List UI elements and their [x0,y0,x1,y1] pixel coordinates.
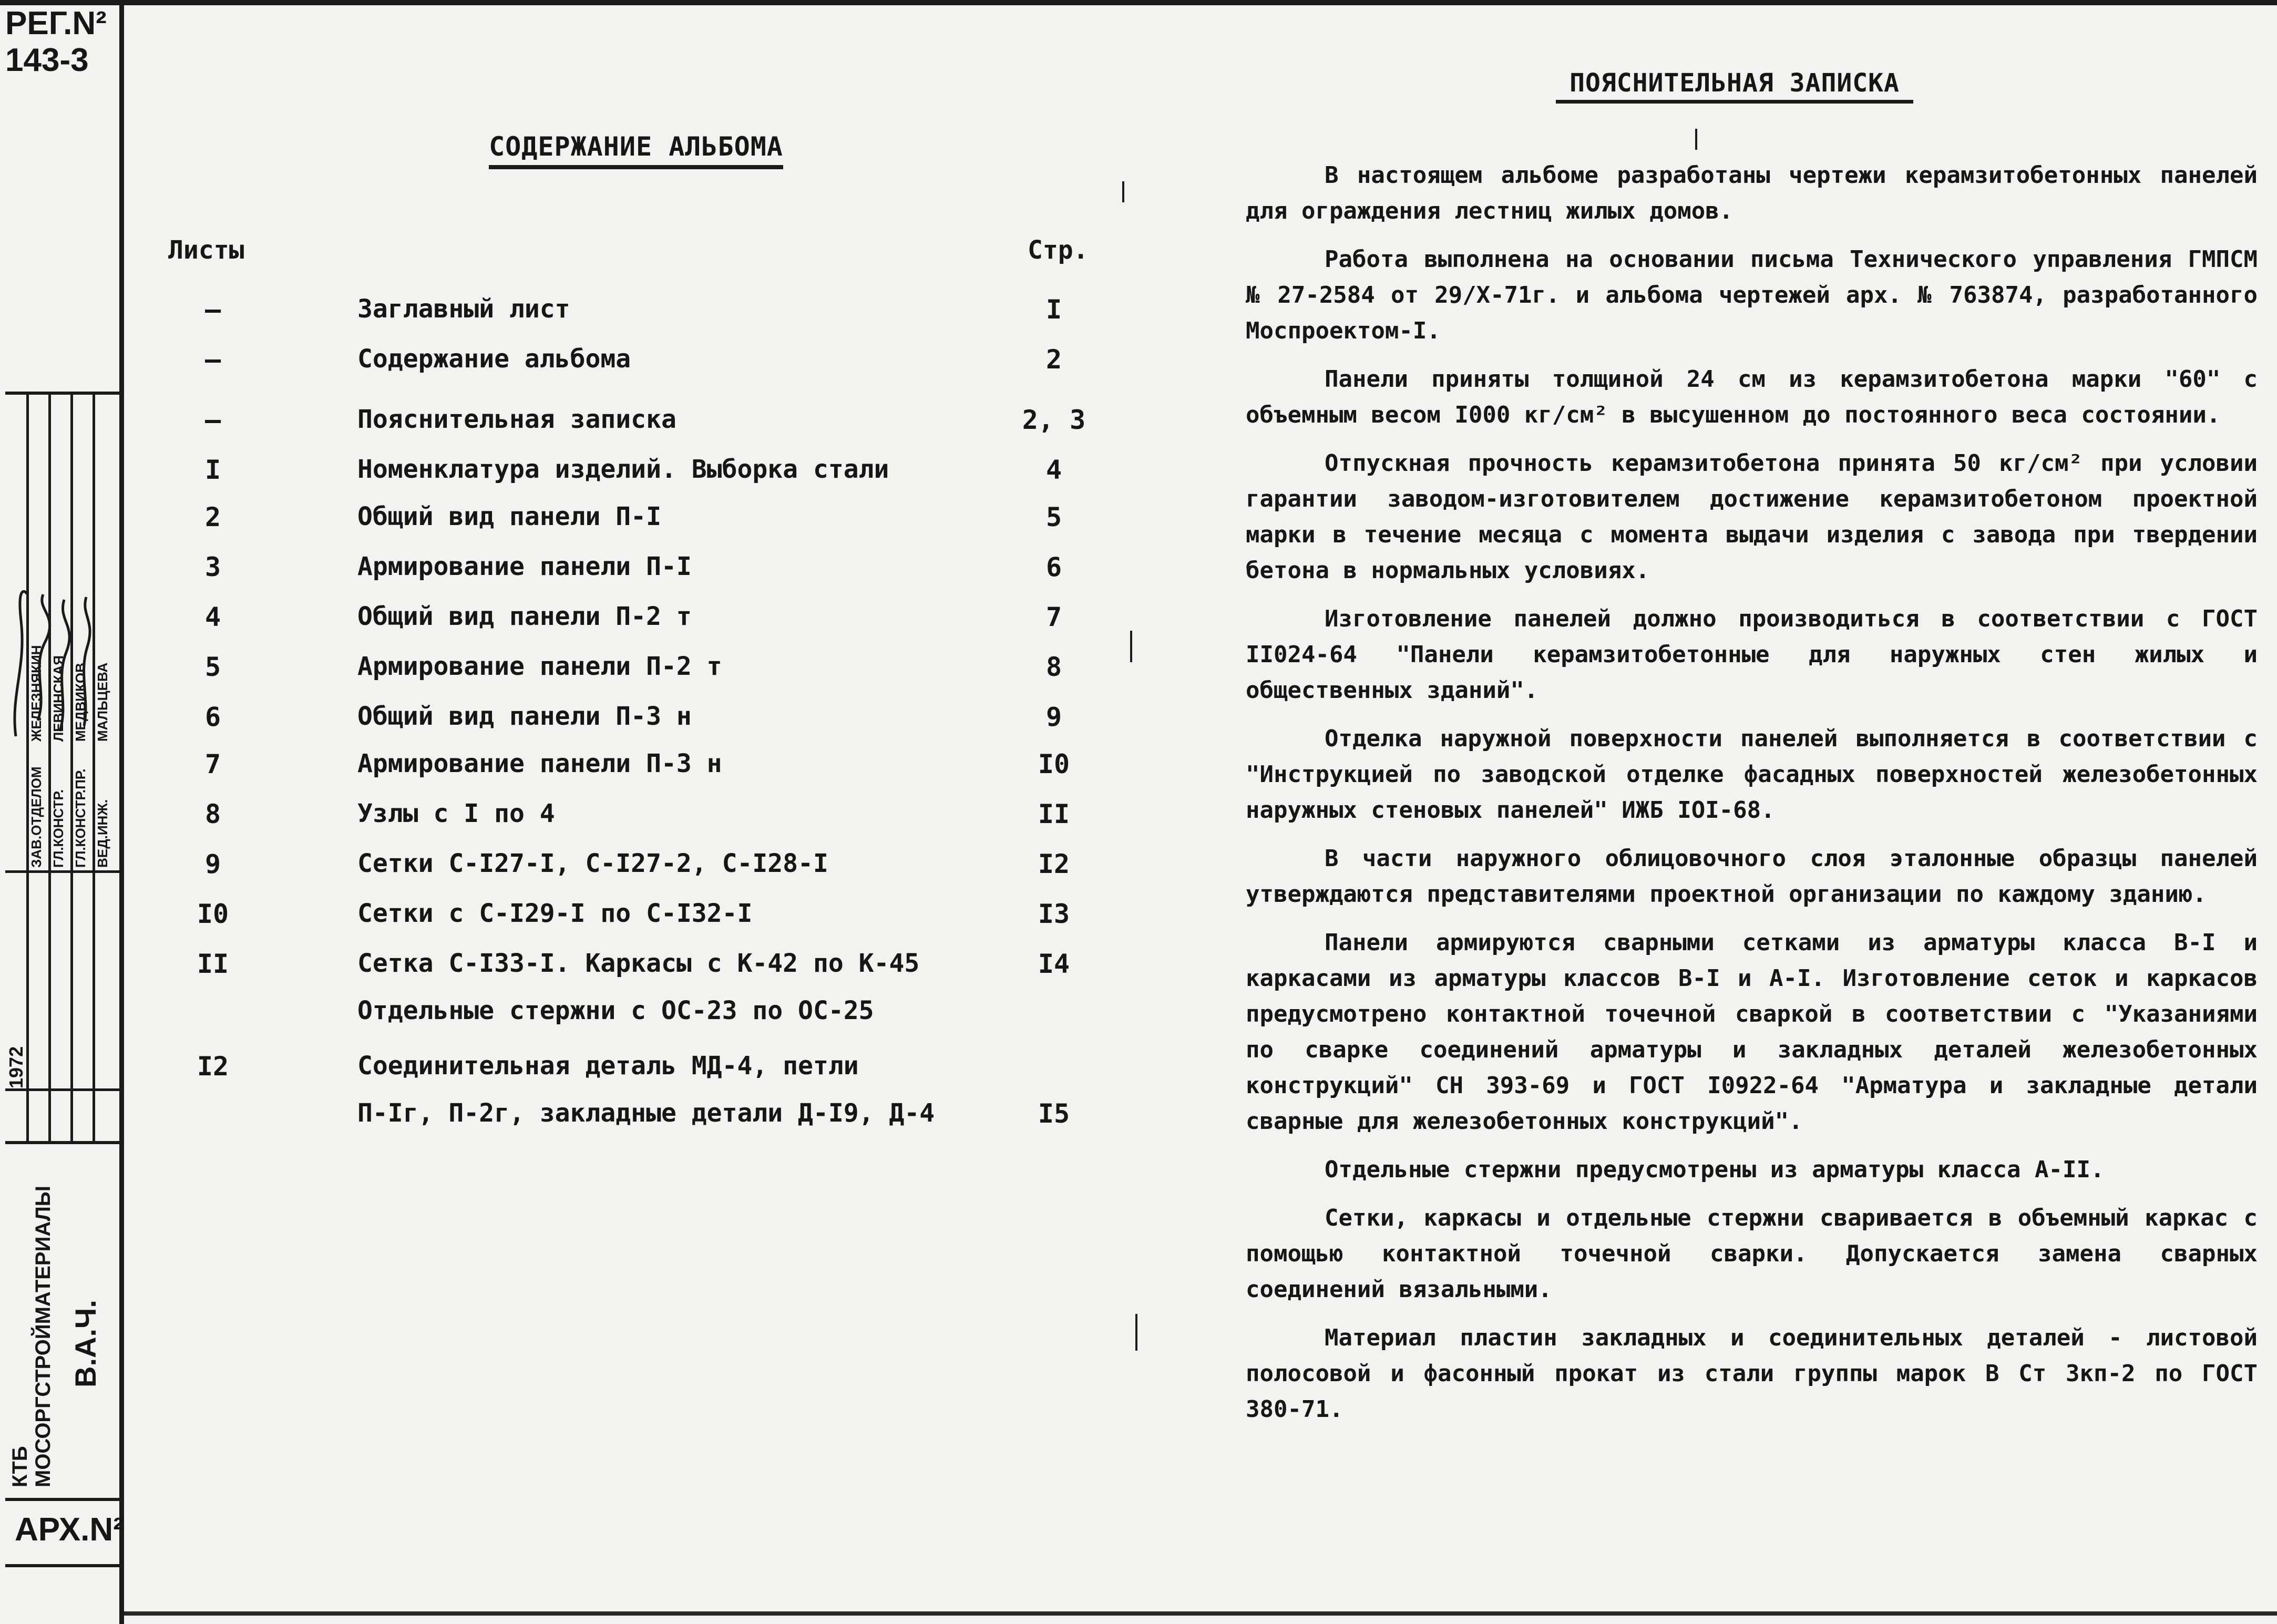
row-title: Общий вид панели П-2 т [357,602,692,631]
row-sheet-number: 7 [204,749,221,779]
row-sheet-number: – [204,344,221,375]
note-paragraph: В настоящем альбоме разработаны чертежи керамзитобетонных панелей для ограждения лестниц жилых домов. [1246,162,2258,224]
row-page: 8 [1045,652,1062,682]
stamp-name: ЖЕЛЕЗНЯКИН [28,645,44,742]
row-title: П-Iг, П-2г, закладные детали Д-I9, Д-4 [357,1098,935,1128]
margin-mark [1122,181,1124,202]
note-paragraph: Изготовление панелей должно производиться в соответствии с ГОСТ II024-64 "Панели керамзитобетонные для наружных стен жилых и общественных зданий". [1246,605,2258,704]
note-paragraph: В части наружного облицовочного слоя эталонные образцы панелей утверждаются представителями проектной организации по каждому зданию. [1246,845,2258,908]
row-page: 2, 3 [1022,405,1086,435]
row-title: Общий вид панели П-3 н [357,702,692,731]
frame-top-border [0,0,2277,5]
note-paragraph: Материал пластин закладных и соединительных деталей - листовой полосовой и фасонный прокат из стали группы марок В Ст 3кп-2 по ГОСТ 380-71. [1246,1324,2258,1423]
note-paragraph: Панели армируются сварными сетками из арматуры класса В-I и каркасами из арматуры классов В-I и А-I. Изготовление сеток и каркасов предусмотрено контактной точечной сваркой в соответствии с "Указаниями по сварке соединений арматуры и закладных деталей железобетонных конструкций" СН 393-69 и ГОСТ I0922-64 "Арматура и закладные детали сварные для железобетонных конструкций". [1246,929,2258,1135]
row-sheet-number: 3 [204,552,221,582]
row-sheet-number: I [204,455,221,485]
row-page: I5 [1038,1098,1070,1129]
stamp-col-divider [48,395,51,1141]
row-title: Армирование панели П-I [357,552,692,581]
stamp-row-divider [5,870,120,873]
row-title: Общий вид панели П-I [357,502,661,531]
row-title: Армирование панели П-3 н [357,749,722,778]
signature-scribbles [5,589,120,747]
row-page: I [1045,294,1062,325]
row-title: Соединительная деталь МД-4, петли [357,1051,859,1081]
row-page: 5 [1045,502,1062,532]
note-paragraph: Работа выполнена на основании письма Технического управления ГМПСМ № 27-2584 от 29/X-71г. и альбома чертежей арх. № 763874, разработанного Моспроектом-I. [1246,246,2258,344]
row-title: Пояснительная записка [357,405,676,434]
archive-number-label: АРХ.N² [15,1512,124,1548]
stamp-role: ЗАВ.ОТДЕЛОМ [28,766,44,868]
row-sheet-number: I2 [197,1051,229,1082]
stamp-role: ГЛ.КОНСТР. [50,789,66,868]
note-paragraph: Отделка наружной поверхности панелей выполняется в соответствии с "Инструкцией по заводской отделке фасадных поверхностей железобетонных наружных стеновых панелей" ИЖБ IOI-68. [1246,725,2258,824]
note-body [1246,158,2258,1440]
stamp-role: ГЛ.КОНСТР.ПР. [73,768,88,868]
stamp-name: МЕДВИКОВ [73,663,88,742]
row-title: Заглавный лист [357,294,570,324]
contents-title: СОДЕРЖАНИЕ АЛЬБОМА [489,131,783,169]
row-title: Содержание альбома [357,344,631,374]
stamp-role: ВЕД.ИНЖ. [95,799,110,868]
row-page: 9 [1045,702,1062,732]
stamp-year: 1972 [5,1046,27,1088]
row-page: II [1038,799,1070,829]
row-sheet-number: I0 [197,899,229,929]
stamp-name: ЛЕВИНСКАЯ [50,655,66,742]
row-page: I0 [1038,749,1070,779]
note-paragraph: Отдельные стержни предусмотрены из арматуры класса А-II. [1325,1156,2105,1183]
row-page: 2 [1045,344,1062,375]
row-sheet-number: 5 [204,652,221,682]
row-page: I3 [1038,899,1070,929]
row-sheet-number: – [204,294,221,325]
row-title: Сетки С-I27-I, С-I27-2, С-I28-I [357,849,828,878]
row-page: 6 [1045,552,1062,582]
row-title: Узлы с I по 4 [357,799,555,828]
stamp-name: МАЛЬЦЕВА [95,662,110,742]
row-title: Сетки с С-I29-I по С-I32-I [357,899,753,928]
row-title: Отдельные стержни с ОС-23 по ОС-25 [357,996,874,1025]
frame-bottom-border [124,1611,2277,1616]
row-sheet-number: – [204,405,221,435]
row-title: Сетка С-I33-I. Каркасы с К-42 по К-45 [357,949,920,978]
row-page: 4 [1045,455,1062,485]
approval-stamp [5,392,120,1144]
organization-name: КТБ МОСОРГСТРОЙМАТЕРИАЛЫ [8,1186,55,1487]
stamp-row-divider [5,1088,120,1091]
margin-mark [1130,631,1132,662]
row-sheet-number: 4 [204,602,221,632]
row-sheet-number: 6 [204,702,221,732]
registration-number: РЕГ.N² 143-3 [5,5,107,78]
stamp-col-divider [93,395,95,1141]
row-sheet-number: II [197,949,229,979]
stamp-col-divider [70,395,73,1141]
note-paragraph: Сетки, каркасы и отдельные стержни сваривается в объемный каркас с помощью контактной точечной сварки. Допускается замена сварных соединений вязальными. [1246,1205,2258,1303]
row-page: I4 [1038,949,1070,979]
row-title: Номенклатура изделий. Выборка стали [357,455,889,484]
note-title: ПОЯСНИТЕЛЬНАЯ ЗАПИСКА [1556,68,1913,104]
note-paragraph: Отпускная прочность керамзитобетона принята 50 кг/см² при условии гарантии заводом-изготовителем достижение керамзитобетоном проектной марки в течение месяца с момента выдачи изделия с завода при твердении бетона в нормальных условиях. [1246,450,2258,584]
series-code: В.А.Ч. [69,1300,102,1387]
row-sheet-number: 8 [204,799,221,829]
row-page: 7 [1045,602,1062,632]
margin-mark [1135,1314,1137,1351]
col-header-pages: Стр. [1028,235,1089,265]
row-title: Армирование панели П-2 т [357,652,722,681]
note-paragraph: Панели приняты толщиной 24 см из керамзитобетона марки "60" с объемным весом I000 кг/см² в высушенном до постоянного веса состоянии. [1246,366,2258,428]
row-page: I2 [1038,849,1070,879]
row-sheet-number: 2 [204,502,221,532]
row-sheet-number: 9 [204,849,221,879]
margin-mark [1695,129,1697,150]
col-header-sheets: Листы [168,235,244,265]
